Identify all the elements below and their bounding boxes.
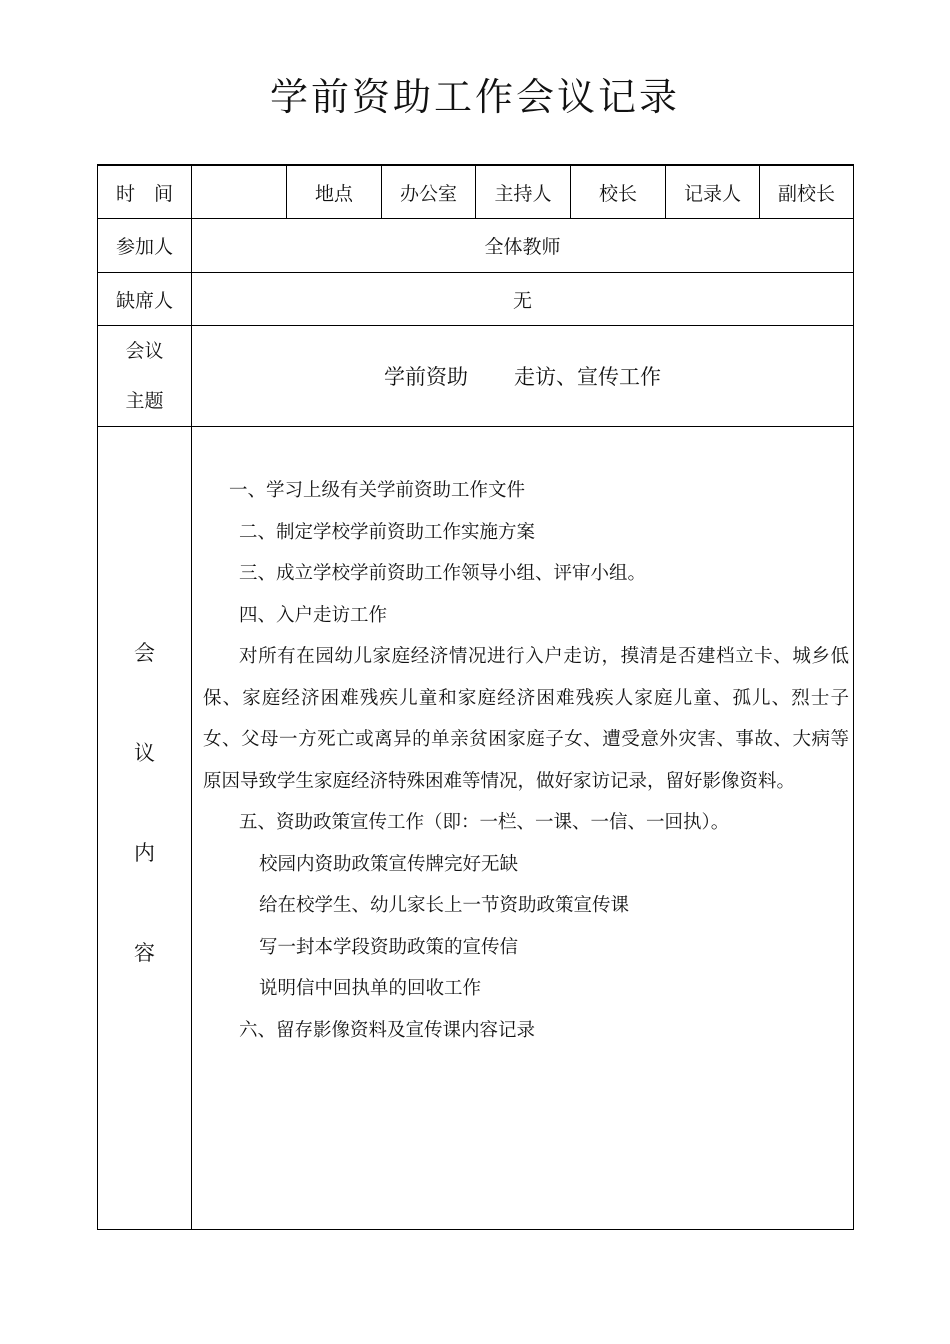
meeting-content [193,470,849,1051]
content-label [98,427,192,1229]
time-value [192,166,287,219]
place-label: 地点 [287,166,382,219]
topic-value-part2: 走访、宣传工作 [514,365,661,389]
absent-label: 缺席人 [98,273,192,326]
host-label: 主持人 [476,166,571,219]
topic-label-line2: 主题 [125,390,164,412]
topic-value-part1: 学前资助 [384,365,468,389]
content-item-5-sub-1: 校园内资助政策宣传牌完好无缺 [259,853,519,875]
content-item-5-sub-3: 写一封本学段资助政策的宣传信 [259,936,519,958]
place-value: 办公室 [382,166,476,219]
content-item-6: 六、留存影像资料及宣传课内容记录 [239,1019,536,1041]
topic-value [192,326,853,427]
topic-label [98,326,192,427]
topic-label-line1: 会议 [125,340,164,362]
recorder-value: 副校长 [760,166,853,219]
content-item-1: 一、学习上级有关学前资助工作文件 [229,480,526,501]
content-item-5: 五、资助政策宣传工作（即：一栏、一课、一信、一回执）。 [239,812,730,833]
content-item-5-sub-4: 说明信中回执单的回收工作 [259,978,482,999]
content-item-5-sub-2: 给在校学生、幼儿家长上一节资助政策宣传课 [259,895,630,916]
content-label-char-3: 内 [134,841,155,865]
content-item-2: 二、制定学校学前资助工作实施方案 [239,521,536,543]
attendees-value: 全体教师 [192,219,853,273]
absent-value: 无 [192,273,853,326]
content-item-4: 四、入户走访工作 [239,604,388,626]
content-label-char-1: 会 [134,641,155,665]
content-label-char-2: 议 [134,741,155,765]
recorder-label: 记录人 [666,166,760,219]
host-value: 校长 [571,166,666,219]
content-label-char-4: 容 [134,941,155,965]
content-item-4-detail: 对所有在园幼儿家庭经济情况进行入户走访，摸清是否建档立卡、城乡低保、家庭经济困难残疾儿童和家庭经济困难残疾人家庭儿童、孤儿、烈士子女、父母一方死亡或离异的单亲贫困家庭子女、遭受意外灾害、事故、大病等原因导致学生家庭经济特殊困难等情况，做好家访记录，留好影像资料。 [203,646,849,792]
attendees-label: 参加人 [98,219,192,273]
time-label: 时 间 [98,166,192,219]
document-title: 学前资助工作会议记录 [269,75,680,119]
content-item-3: 三、成立学校学前资助工作领导小组、评审小组。 [239,563,647,584]
